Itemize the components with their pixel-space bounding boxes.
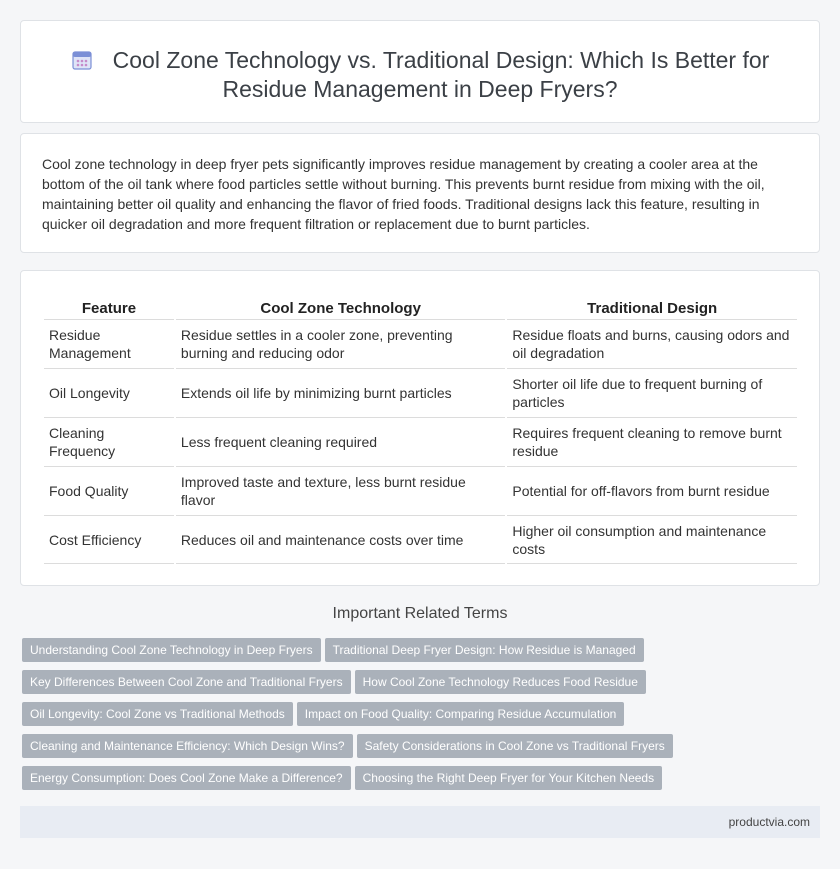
related-term-tag[interactable]: Choosing the Right Deep Fryer for Your Kitchen Needs xyxy=(355,766,663,790)
table-row xyxy=(44,466,797,515)
related-term-tag[interactable]: Oil Longevity: Cool Zone vs Traditional Methods xyxy=(22,702,293,726)
related-term-tag[interactable]: Energy Consumption: Does Cool Zone Make a Difference? xyxy=(22,766,351,790)
related-terms-list xyxy=(22,638,822,798)
intro-card xyxy=(20,133,820,253)
header-cool-zone: Cool Zone Technology xyxy=(260,300,421,317)
title-line-1: Cool Zone Technology vs. Traditional Design: Which Is Better for xyxy=(112,47,770,73)
table-row xyxy=(44,417,797,466)
title-line-2: Residue Management in Deep Fryers? xyxy=(222,76,618,102)
related-term-tag[interactable]: Safety Considerations in Cool Zone vs Traditional Fryers xyxy=(357,734,673,758)
header-card xyxy=(20,20,820,123)
footer-site-link[interactable]: productvia.com xyxy=(728,815,810,829)
footer xyxy=(20,806,820,838)
table-cell: Residue floats and burns, causing odors and oil degradation xyxy=(507,319,797,368)
table-cell: Residue settles in a cooler zone, preventing burning and reducing odor xyxy=(176,319,505,368)
header-feature: Feature xyxy=(81,300,137,317)
page-title xyxy=(21,46,819,104)
table-cell: Potential for off-flavors from burnt residue xyxy=(507,466,797,515)
header-traditional: Traditional Design xyxy=(587,300,718,317)
table-header-row xyxy=(44,291,797,319)
table-cell: Improved taste and texture, less burnt residue flavor xyxy=(176,466,505,515)
related-term-tag[interactable]: How Cool Zone Technology Reduces Food Residue xyxy=(355,670,646,694)
table-cell: Requires frequent cleaning to remove burnt residue xyxy=(507,417,797,466)
related-term-tag[interactable]: Impact on Food Quality: Comparing Residue Accumulation xyxy=(297,702,625,726)
table-cell: Higher oil consumption and maintenance costs xyxy=(507,515,797,564)
table-cell: Reduces oil and maintenance costs over time xyxy=(176,515,505,564)
intro-paragraph: Cool zone technology in deep fryer pets significantly improves residue management by creating a cooler area at the bottom of the oil tank where food particles settle without burning. This prevents burnt residue from mixing with the oil, maintaining better oil quality and enhancing the flavor of fried foods. Traditional designs lack this feature, resulting in quicker oil degradation and more frequent filtration or replacement due to burnt particles. xyxy=(42,156,765,232)
table-cell: Less frequent cleaning required xyxy=(176,417,505,466)
table-row xyxy=(44,368,797,417)
table-cell: Cost Efficiency xyxy=(44,515,174,564)
table-row xyxy=(44,515,797,564)
related-term-tag[interactable]: Traditional Deep Fryer Design: How Residue is Managed xyxy=(325,638,644,662)
related-term-tag[interactable]: Key Differences Between Cool Zone and Traditional Fryers xyxy=(22,670,351,694)
table-row xyxy=(44,319,797,368)
table-cell: Oil Longevity xyxy=(44,368,174,417)
table-cell: Shorter oil life due to frequent burning of particles xyxy=(507,368,797,417)
comparison-table xyxy=(42,291,799,564)
related-term-tag[interactable]: Cleaning and Maintenance Efficiency: Which Design Wins? xyxy=(22,734,353,758)
related-term-tag[interactable]: Understanding Cool Zone Technology in Deep Fryers xyxy=(22,638,321,662)
related-terms-heading: Important Related Terms xyxy=(332,605,508,622)
calendar-icon xyxy=(71,49,93,71)
table-cell: Residue Management xyxy=(44,319,174,368)
table-cell: Food Quality xyxy=(44,466,174,515)
table-cell: Extends oil life by minimizing burnt particles xyxy=(176,368,505,417)
comparison-table-card xyxy=(20,270,820,586)
table-cell: Cleaning Frequency xyxy=(44,417,174,466)
